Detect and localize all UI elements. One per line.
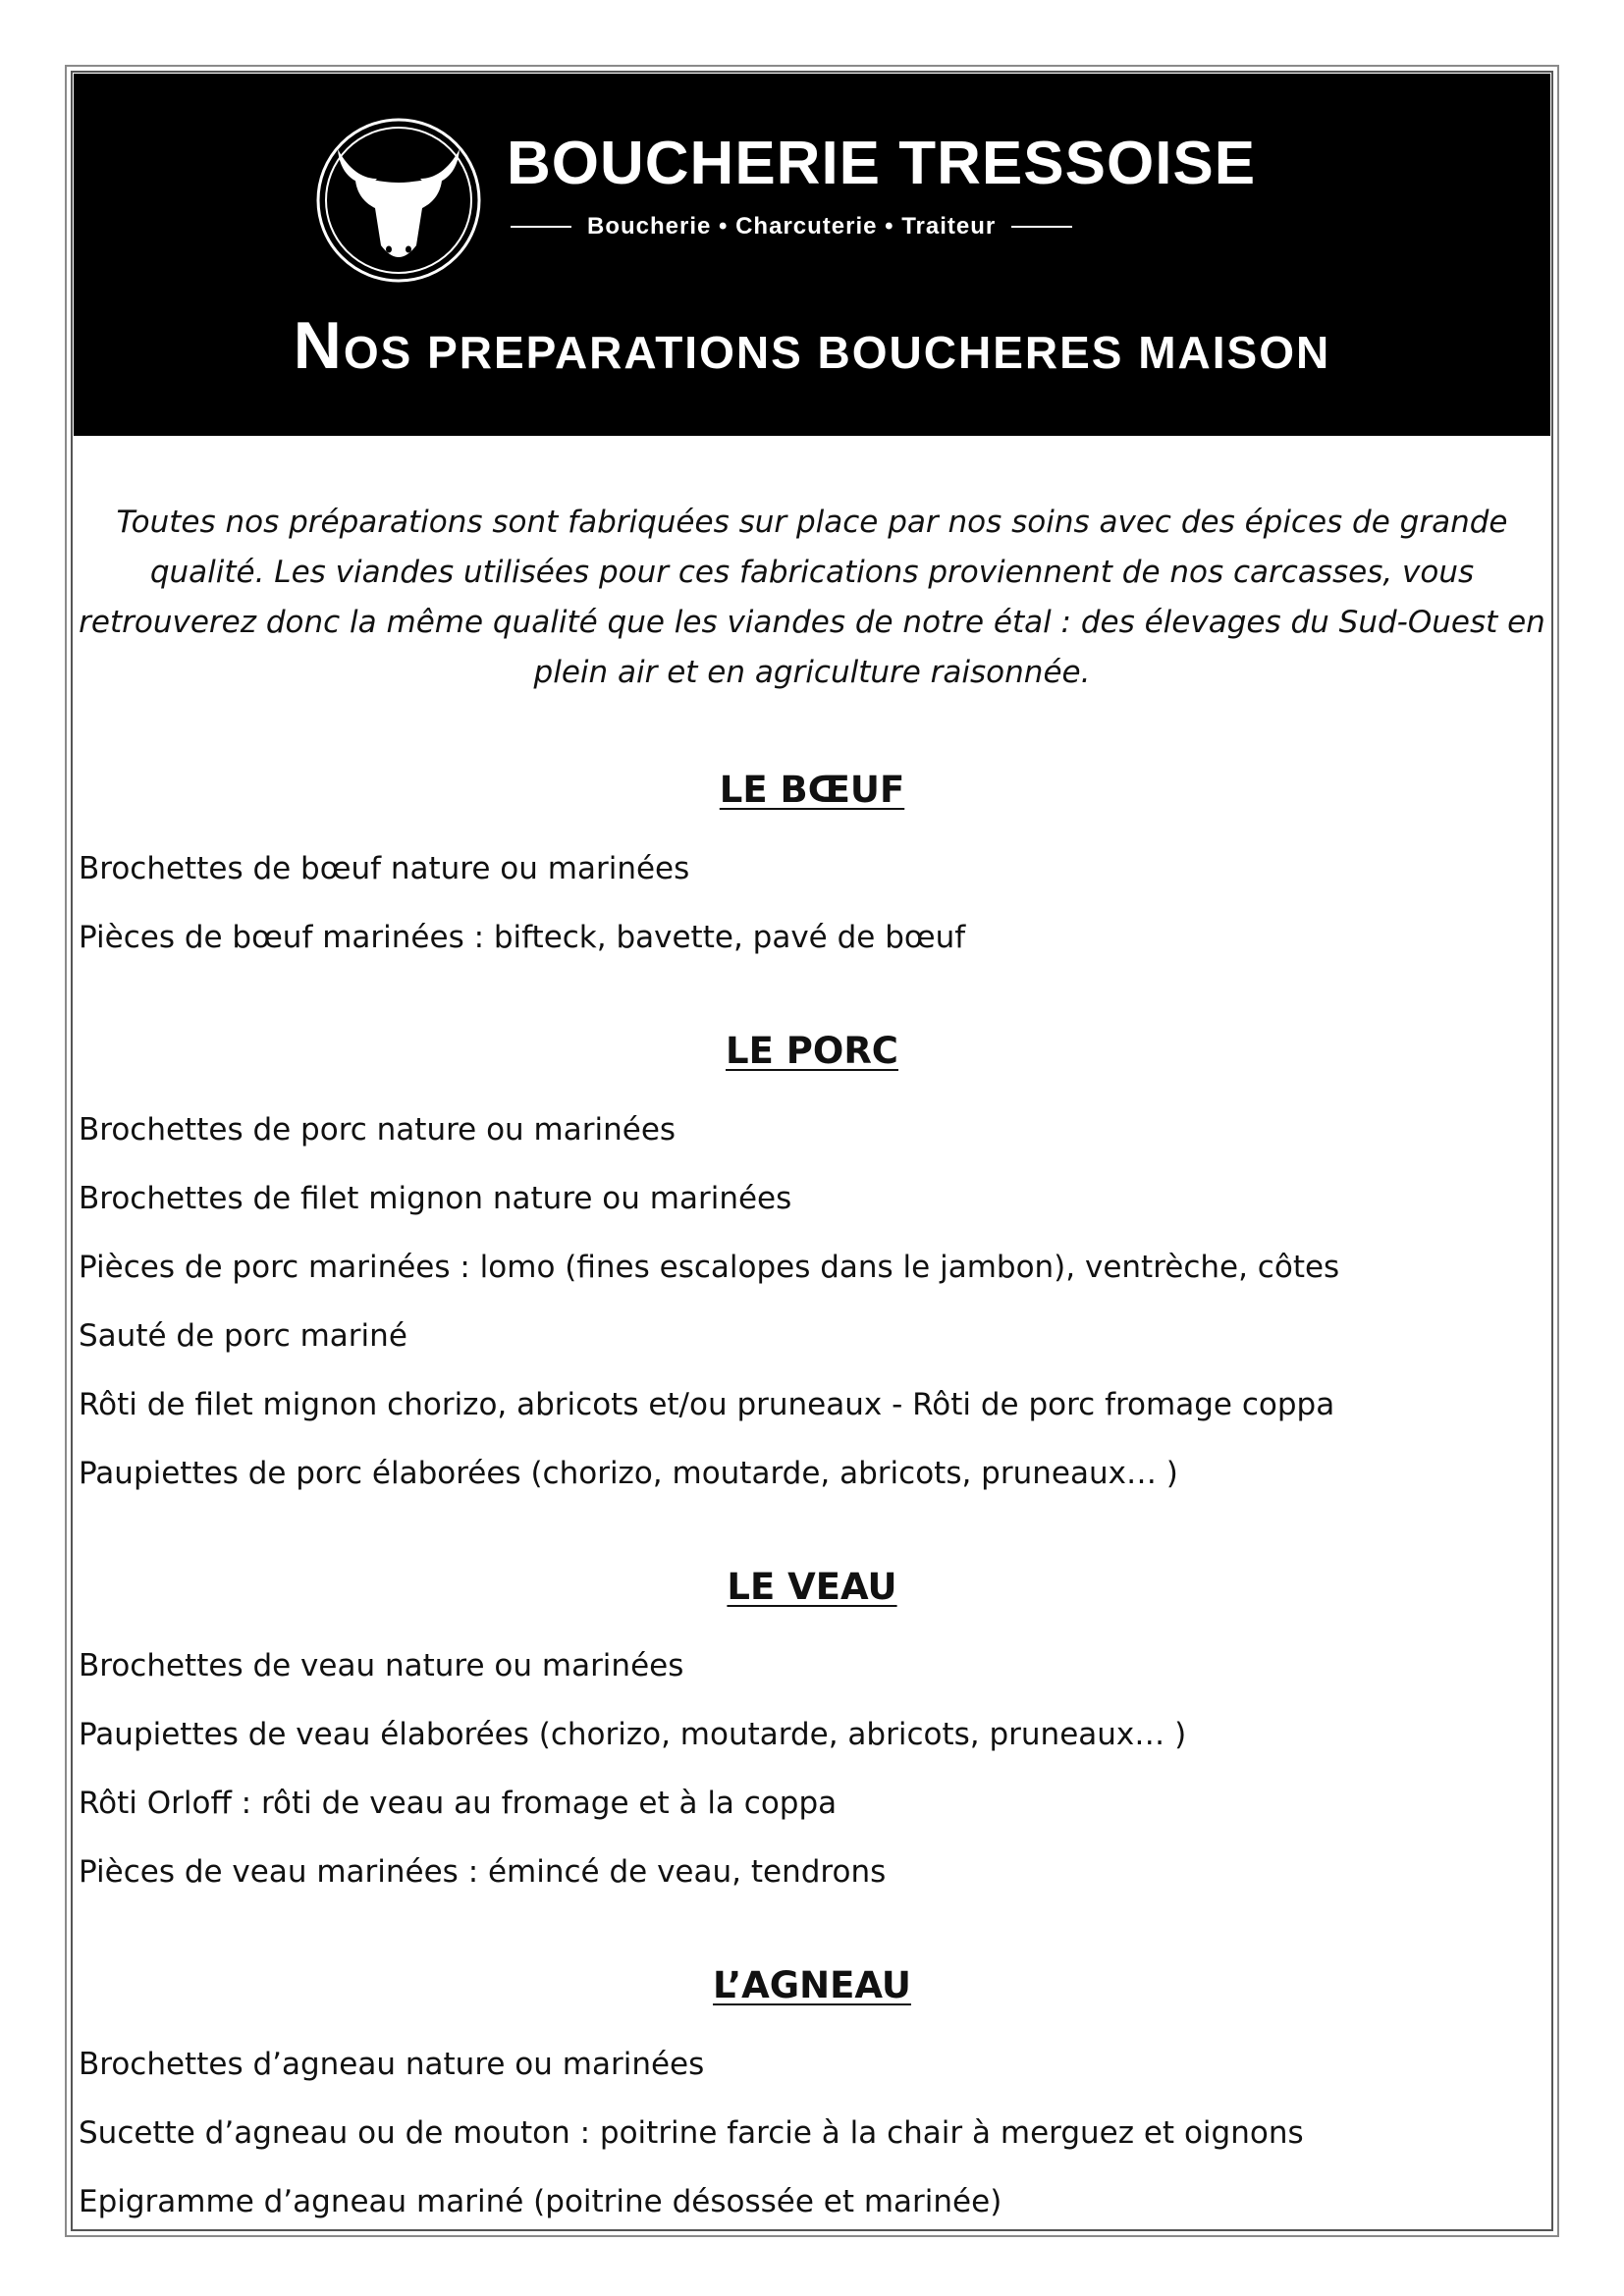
page-title-rest: OS PREPARATIONS BOUCHERES MAISON xyxy=(343,327,1331,378)
list-item: Sucette d’agneau ou de mouton : poitrine farcie à la chair à merguez et oignons xyxy=(79,2115,1304,2151)
section-title-agneau xyxy=(74,1964,1550,2006)
list-item: Sauté de porc mariné xyxy=(79,1318,407,1354)
list-item: Pièces de porc marinées : lomo (fines escalopes dans le jambon), ventrèche, côtes xyxy=(79,1250,1340,1285)
tagline-rule-left xyxy=(511,226,571,228)
bull-head-icon xyxy=(314,116,483,285)
brand-name: BOUCHERIE TRESSOISE xyxy=(507,130,1257,197)
list-item: Epigramme d’agneau mariné (poitrine désossée et marinée) xyxy=(79,2184,1002,2219)
page-title-initial: N xyxy=(293,308,344,383)
section-title-text: LE VEAU xyxy=(727,1566,897,1608)
list-item: Rôti Orloff : rôti de veau au fromage et à la coppa xyxy=(79,1786,838,1821)
brand-tagline: Boucherie • Charcuterie • Traiteur xyxy=(587,213,997,240)
list-item: Pièces de bœuf marinées : bifteck, bavette, pavé de bœuf xyxy=(79,920,966,955)
list-item: Paupiettes de porc élaborées (chorizo, moutarde, abricots, pruneaux… ) xyxy=(79,1456,1178,1491)
section-title-text: L’AGNEAU xyxy=(713,1964,911,2006)
section-title-boeuf xyxy=(74,769,1550,811)
page-title xyxy=(74,308,1550,383)
section-title-veau xyxy=(74,1566,1550,1608)
list-item: Rôti de filet mignon chorizo, abricots et/ou pruneaux - Rôti de porc fromage coppa xyxy=(79,1387,1335,1422)
intro-paragraph: Toutes nos préparations sont fabriquées sur place par nos soins avec des épices de grande qualité. Les viandes utilisées pour ces fabrications proviennent de nos carcasses, vous retrouverez donc la même qualité que les viandes de notre étal : des élevages du Sud-Ouest en plein air et en agriculture raisonnée. xyxy=(79,505,1545,690)
section-title-porc xyxy=(74,1030,1550,1072)
list-item: Brochettes de filet mignon nature ou marinées xyxy=(79,1181,792,1216)
list-item: Brochettes de bœuf nature ou marinées xyxy=(79,851,690,886)
list-item: Brochettes de porc nature ou marinées xyxy=(79,1112,677,1148)
list-item: Brochettes de veau nature ou marinées xyxy=(79,1648,684,1683)
tagline-rule-right xyxy=(1011,226,1072,228)
section-title-text: LE BŒUF xyxy=(719,769,905,811)
list-item: Brochettes d’agneau nature ou marinées xyxy=(79,2047,705,2082)
brand-tagline-row xyxy=(511,209,1218,244)
list-item: Pièces de veau marinées : émincé de veau, tendrons xyxy=(79,1854,887,1890)
list-item: Paupiettes de veau élaborées (chorizo, moutarde, abricots, pruneaux… ) xyxy=(79,1717,1187,1752)
section-title-text: LE PORC xyxy=(726,1030,898,1072)
